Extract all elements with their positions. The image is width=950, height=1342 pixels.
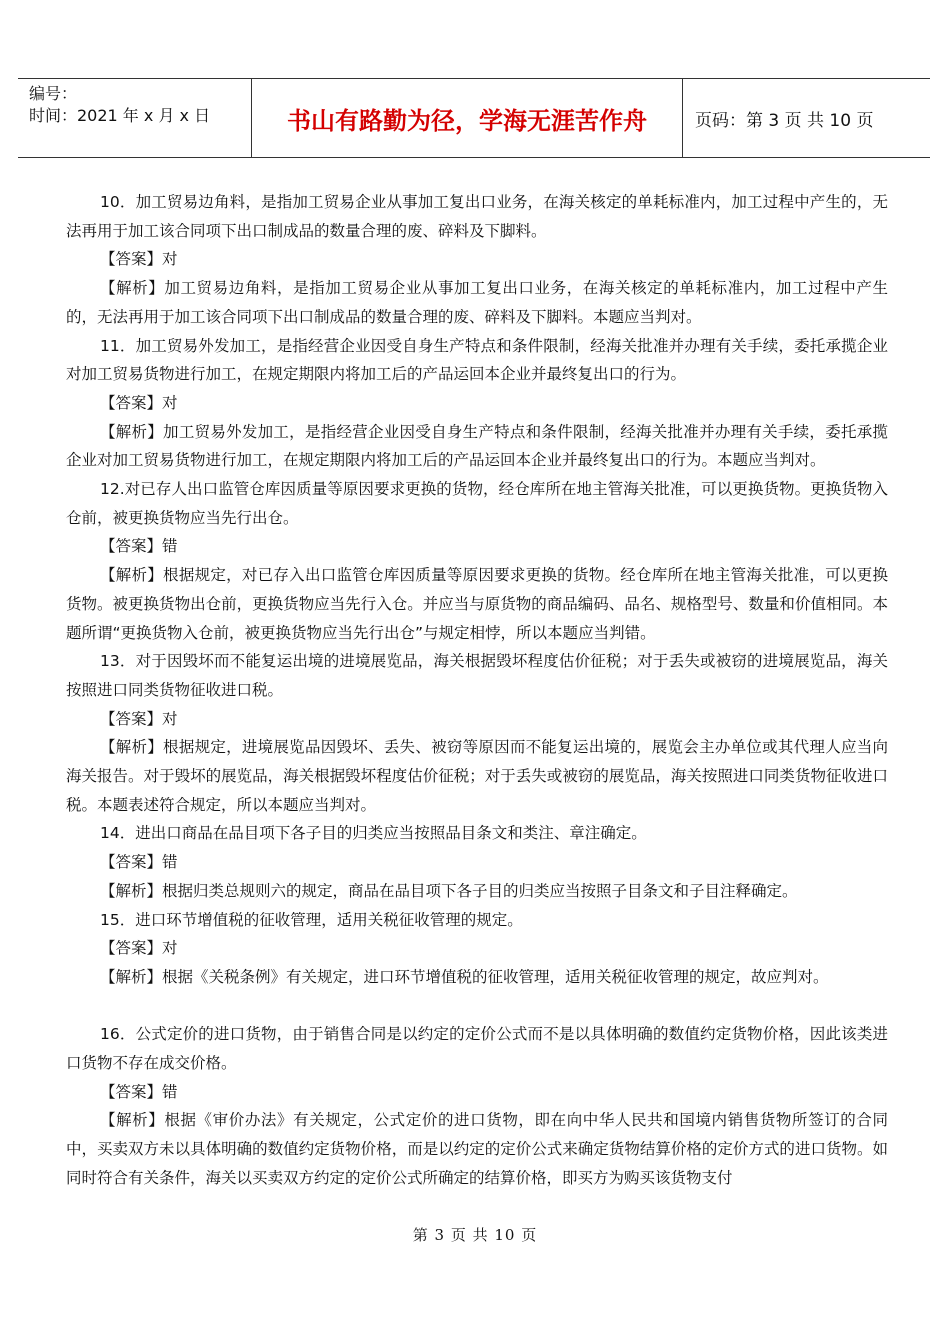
time-label: 时间：2021 年 x 月 x 日: [29, 106, 211, 125]
header-page-label: 页码：第 3 页 共 10 页: [695, 110, 874, 131]
analysis-paragraph: 【解析】根据《关税条例》有关规定，进口环节增值税的征收管理，适用关税征收管理的规定，故应判对。: [100, 967, 829, 986]
paragraph: 11．加工贸易外发加工，是指经营企业因受自身生产特点和条件限制，经海关批准并办理有关手续，委托承揽企业对加工贸易货物进行加工，在规定期限内将加工后的产品运回本企业并最终复出口的行为。: [66, 336, 888, 384]
analysis-paragraph: 【解析】加工贸易外发加工，是指经营企业因受自身生产特点和条件限制，经海关批准并办理有关手续，委托承揽企业对加工贸易货物进行加工，在规定期限内将加工后的产品运回本企业并最终复出口的行为。本题应当判对。: [66, 422, 888, 470]
paragraph: 13．对于因毁坏而不能复运出境的进境展览品，海关根据毁坏程度估价征税；对于丢失或被窃的进境展览品，海关按照进口同类货物征收进口税。: [66, 652, 888, 699]
answer-line: 【答案】对: [100, 709, 178, 728]
analysis-paragraph: 【解析】根据《审价办法》有关规定，公式定价的进口货物，即在向中华人民共和国境内销售货物所签订的合同中，买卖双方未以具体明确的数值约定货物价格，而是以约定的定价公式来确定货物结算价格的定价方式的进口货物。如同时符合有关条件，海关以买卖双方约定的定价公式所确定的结算价格，即买方为购买该货物支付: [66, 1111, 888, 1187]
document-header: [18, 78, 930, 158]
answer-line: 【答案】错: [100, 1082, 178, 1101]
header-motto: 书山有路勤为径，学海无涯苦作舟: [251, 79, 683, 157]
document-body: [66, 188, 888, 1193]
paragraph-gap: [66, 992, 888, 1021]
answer-line: 【答案】对: [100, 393, 178, 412]
answer-line: 【答案】错: [100, 853, 178, 872]
paragraph: 16．公式定价的进口货物，由于销售合同是以约定的定价公式而不是以具体明确的数值约定货物价格，因此该类进口货物不存在成交价格。: [66, 1025, 888, 1073]
analysis-paragraph: 【解析】根据规定，对已存入出口监管仓库因质量等原因要求更换的货物。经仓库所在地主管海关批准，可以更换货物。被更换货物出仓前，更换货物应当先行入仓。并应当与原货物的商品编码、品名、规格型号、数量和价值相同。本题所谓“更换货物入仓前，被更换货物应当先行出仓”与规定相悖，所以本题应当判错。: [66, 566, 888, 642]
analysis-paragraph: 【解析】根据归类总规则六的规定，商品在品目项下各子目的归类应当按照子目条文和子目注释确定。: [100, 881, 798, 900]
answer-line: 【答案】对: [100, 250, 178, 269]
number-label: 编号：: [29, 84, 78, 103]
analysis-paragraph: 【解析】加工贸易边角料，是指加工贸易企业从事加工复出口业务，在海关核定的单耗标准内，加工过程中产生的，无法再用于加工该合同项下出口制成品的数量合理的废、碎料及下脚料。本题应当判对。: [66, 279, 888, 326]
analysis-paragraph: 【解析】根据规定，进境展览品因毁坏、丢失、被窃等原因而不能复运出境的，展览会主办单位或其代理人应当向海关报告。对于毁坏的展览品，海关根据毁坏程度估价征税；对于丢失或被窃的展览品，海关按照进口同类货物征收进口税。本题表述符合规定，所以本题应当判对。: [66, 738, 888, 814]
paragraph: 14．进出口商品在品目项下各子目的归类应当按照品目条文和类注、章注确定。: [100, 824, 647, 843]
paragraph: 12.对已存人出口监管仓库因质量等原因要求更换的货物，经仓库所在地主管海关批准，可以更换货物。更换货物入仓前，被更换货物应当先行出仓。: [66, 480, 888, 527]
header-meta: [18, 79, 251, 157]
answer-line: 【答案】错: [100, 537, 178, 556]
page-footer: 第 3 页 共 10 页: [412, 1226, 538, 1244]
paragraph: 15．进口环节增值税的征收管理，适用关税征收管理的规定。: [100, 910, 523, 929]
answer-line: 【答案】对: [100, 939, 178, 958]
paragraph: 10．加工贸易边角料，是指加工贸易企业从事加工复出口业务，在海关核定的单耗标准内，加工过程中产生的，无法再用于加工该合同项下出口制成品的数量合理的废、碎料及下脚料。: [66, 193, 888, 240]
